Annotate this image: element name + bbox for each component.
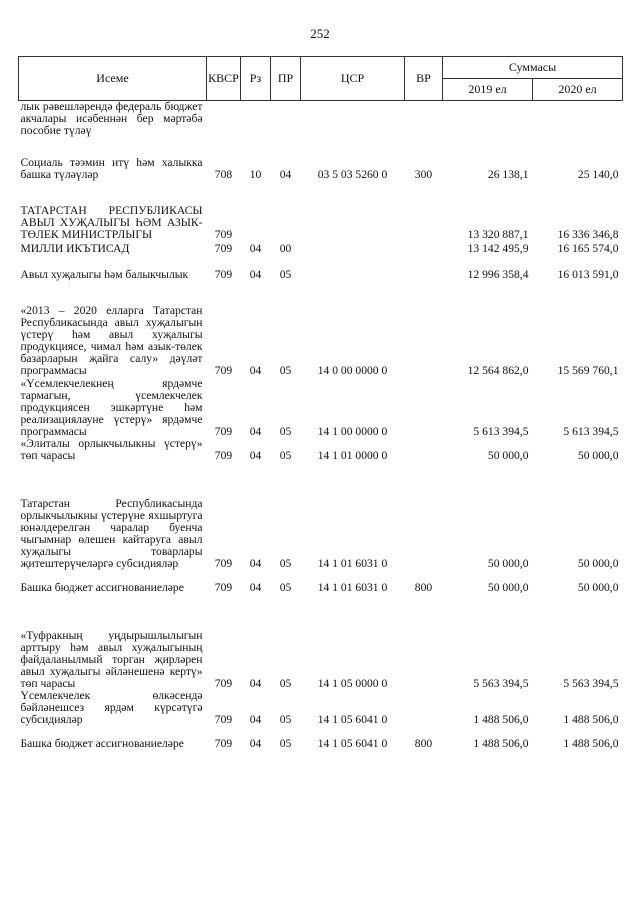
header-name: Исеме (19, 57, 207, 101)
row-name: ТАТАРСТАН РЕСПУБЛИКАСЫ АВЫЛ ХУҖАЛЫГЫ ҺӘМ АЗЫК-ТӨЛЕК МИНИСТРЛЫГЫ (20, 204, 203, 242)
row-csr (301, 256, 405, 282)
table-row (19, 242, 623, 256)
row-vr: 300 (414, 168, 433, 182)
header-csr: ЦСР (301, 57, 405, 101)
row-csr: 14 1 01 0000 0 (317, 449, 388, 463)
row-name: Башка бюджет ассигнованиеләре (20, 581, 184, 595)
table-row (19, 146, 623, 182)
row-sum-2019 (443, 101, 533, 146)
table-row (19, 256, 623, 282)
table-body (19, 101, 623, 751)
row-rz: 04 (249, 581, 262, 595)
row-sum-2020: 5 563 394,5 (563, 677, 619, 691)
row-rz: 04 (249, 677, 262, 691)
row-pr: 05 (279, 737, 292, 751)
row-sum-2020: 16 165 574,0 (557, 242, 619, 256)
row-csr: 14 0 00 0000 0 (317, 364, 388, 378)
row-vr: 800 (414, 581, 433, 595)
row-kvsr: 709 (214, 449, 233, 463)
header-vr: ВР (405, 57, 443, 101)
row-name: Социаль тәэмин итү һәм халыкка башка түләүләр (20, 156, 203, 182)
row-kvsr: 709 (214, 677, 233, 691)
row-pr (271, 101, 301, 146)
row-name: «2013 – 2020 елларга Татарстан Республикасында авыл хуҗалыгын үстерү һәм авыл хуҗалыгы продукциясе, чимал һәм азык-төлек базарларын җайга салу» дәүләт программасы (20, 303, 203, 378)
row-sum-2020: 1 488 506,0 (563, 713, 619, 727)
row-pr: 05 (279, 713, 292, 727)
row-csr (301, 182, 405, 242)
row-pr: 05 (279, 268, 292, 282)
row-sum-2019: 5 613 394,5 (473, 424, 529, 438)
row-kvsr: 709 (214, 581, 233, 595)
row-vr (405, 256, 443, 282)
table-row (19, 690, 623, 726)
row-csr (301, 101, 405, 146)
row-pr: 05 (279, 424, 292, 438)
row-rz: 04 (249, 268, 262, 282)
row-rz: 04 (249, 364, 262, 378)
row-sum-2019: 1 488 506,0 (473, 737, 529, 751)
table-row (19, 438, 623, 462)
row-vr (405, 182, 443, 242)
row-vr: 800 (414, 737, 433, 751)
row-csr (301, 242, 405, 256)
row-name: «Туфракның уңдырышлылыгын арттыру һәм авыл хуҗалыгының файдаланылмый торган җирләрен авыл хуҗалыгы әйләнешенә кертү» төп чарасы (20, 628, 203, 691)
row-pr: 04 (279, 168, 292, 182)
row-sum-2019: 12 996 358,4 (467, 268, 529, 282)
row-vr (405, 462, 443, 570)
row-kvsr: 709 (214, 242, 233, 256)
header-pr: ПР (271, 57, 301, 101)
row-csr: 03 5 03 5260 0 (317, 168, 388, 182)
row-pr: 05 (279, 449, 292, 463)
row-name: «Үсемлекчелекнең ярдәмче тармагын, үсемлекчелек продукциясен эшкәртүне һәм реализациялауне үстерү» ярдәмче программасы (20, 376, 203, 438)
row-vr (405, 438, 443, 462)
table-row (19, 282, 623, 378)
row-csr: 14 1 05 0000 0 (317, 677, 388, 691)
page-number: 252 (310, 26, 330, 41)
row-sum-2019: 26 138,1 (487, 168, 529, 182)
row-kvsr: 709 (214, 364, 233, 378)
row-rz: 04 (249, 737, 262, 751)
header-year-2019: 2019 ел (443, 79, 533, 101)
row-sum-2020: 16 336 346,8 (557, 228, 619, 242)
row-csr: 14 1 05 6041 0 (317, 737, 388, 751)
row-vr (405, 690, 443, 726)
row-rz (241, 101, 271, 146)
row-vr (405, 242, 443, 256)
row-kvsr: 708 (214, 168, 233, 182)
row-sum-2019: 50 000,0 (487, 557, 529, 571)
row-rz: 04 (249, 242, 262, 256)
row-name: МИЛЛИ ИКЪТИСАД (20, 242, 130, 256)
row-kvsr: 709 (214, 737, 233, 751)
row-sum-2020: 50 000,0 (577, 449, 619, 463)
row-kvsr (207, 101, 241, 146)
row-rz: 04 (249, 424, 262, 438)
row-vr (405, 594, 443, 690)
row-sum-2019: 50 000,0 (487, 449, 529, 463)
row-sum-2020: 50 000,0 (577, 557, 619, 571)
row-kvsr: 709 (214, 424, 233, 438)
row-sum-2019: 12 564 862,0 (467, 364, 529, 378)
row-pr: 05 (279, 581, 292, 595)
row-name: Башка бюджет ассигнованиеләре (20, 737, 184, 751)
row-csr: 14 1 01 6031 0 (317, 581, 388, 595)
row-rz: 04 (249, 557, 262, 571)
budget-table (18, 56, 623, 750)
row-kvsr: 709 (214, 713, 233, 727)
row-rz (241, 182, 271, 242)
row-rz: 04 (249, 449, 262, 463)
row-pr: 05 (279, 557, 292, 571)
header-sums: Суммасы (443, 57, 623, 79)
row-sum-2019: 13 142 495,9 (467, 242, 529, 256)
table-row (19, 182, 623, 242)
table-row (19, 378, 623, 438)
row-kvsr: 709 (214, 228, 233, 242)
row-sum-2020: 15 569 760,1 (557, 364, 619, 378)
row-sum-2019: 1 488 506,0 (473, 713, 529, 727)
table-row (19, 462, 623, 570)
row-vr (405, 101, 443, 146)
table-row (19, 570, 623, 594)
row-rz: 04 (249, 713, 262, 727)
row-sum-2019: 50 000,0 (487, 581, 529, 595)
row-csr: 14 1 05 6041 0 (317, 713, 388, 727)
row-sum-2019: 5 563 394,5 (473, 677, 529, 691)
table-row (19, 101, 623, 146)
row-name: «Элиталы орлыкчылыкны үстерү» төп чарасы (20, 436, 203, 463)
row-sum-2019: 13 320 887,1 (467, 228, 529, 242)
row-kvsr: 709 (214, 557, 233, 571)
table-row (19, 726, 623, 750)
row-name: Авыл хуҗалыгы һәм балыкчылык (20, 268, 189, 282)
table-row (19, 594, 623, 690)
row-pr: 05 (279, 677, 292, 691)
row-pr: 05 (279, 364, 292, 378)
row-kvsr: 709 (214, 268, 233, 282)
row-vr (405, 282, 443, 378)
row-rz: 10 (249, 168, 262, 182)
row-sum-2020: 16 013 591,0 (557, 268, 619, 282)
row-sum-2020: 1 488 506,0 (563, 737, 619, 751)
row-sum-2020: 5 613 394,5 (563, 424, 619, 438)
row-name: лык рәвешләрендә федераль бюджет акчалары исәбеннән бер мәртәбә пособие түләү (20, 100, 203, 138)
row-sum-2020 (533, 101, 623, 146)
row-csr: 14 1 00 0000 0 (317, 424, 388, 438)
row-csr: 14 1 01 6031 0 (317, 557, 388, 571)
row-sum-2020: 50 000,0 (577, 581, 619, 595)
header-kvsr: КВСР (207, 57, 241, 101)
header-year-2020: 2020 ел (533, 79, 623, 101)
header-rz: Рз (241, 57, 271, 101)
row-sum-2020: 25 140,0 (577, 168, 619, 182)
row-pr (271, 182, 301, 242)
row-name: Татарстан Республикасында орлыкчылыкны үстерүне яхшыртуга юнәлдерелгән чаралар буенча чыгымнар өлешен кайтаруга авыл хуҗалыгы товарлары җитештерүчеләргә субсидияләр (20, 496, 203, 571)
row-vr (405, 378, 443, 438)
row-name: Үсемлекчелек өлкәсендә бәйләнешсез ярдәм күрсәтүгә субсидияләр (20, 689, 203, 727)
row-pr: 00 (279, 242, 292, 256)
table-header (19, 57, 623, 101)
